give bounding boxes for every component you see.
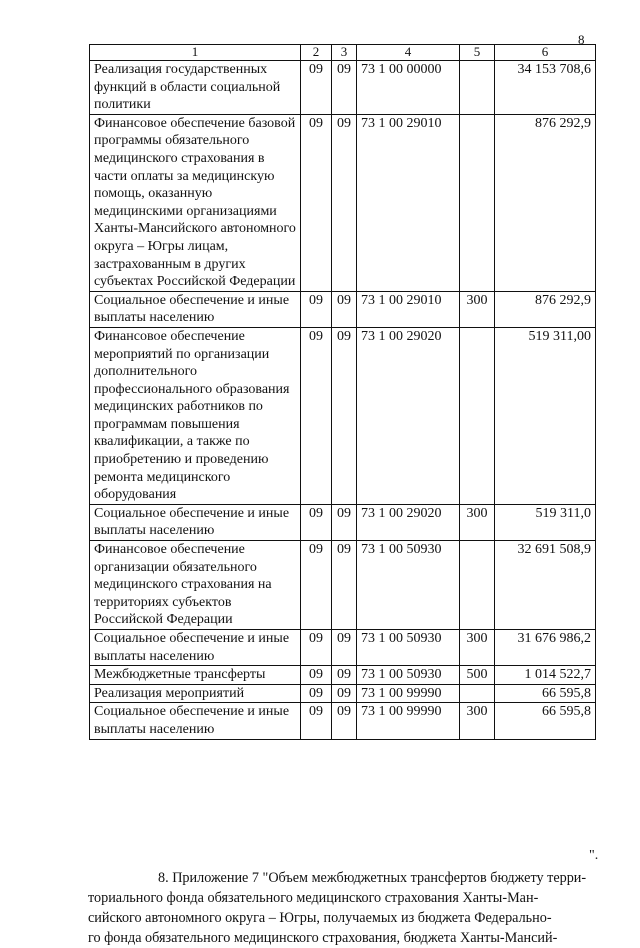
- cell-name: Социальное обеспечение и иные выплаты населению: [90, 291, 301, 327]
- column-header: 4: [357, 45, 460, 61]
- cell-subsection: 09: [332, 61, 357, 115]
- table-row: [90, 291, 596, 327]
- cell-section: 09: [301, 504, 332, 540]
- cell-section: 09: [301, 61, 332, 115]
- cell-name: Реализация мероприятий: [90, 684, 301, 703]
- cell-target-article: 73 1 00 50930: [357, 541, 460, 630]
- cell-section: 09: [301, 684, 332, 703]
- paragraph-line: 8. Приложение 7 "Объем межбюджетных трансфертов бюджету терри-: [158, 870, 587, 886]
- cell-sum: 34 153 708,6: [495, 61, 596, 115]
- cell-section: 09: [301, 291, 332, 327]
- cell-subsection: 09: [332, 504, 357, 540]
- cell-name: Социальное обеспечение и иные выплаты населению: [90, 630, 301, 666]
- cell-sum: 32 691 508,9: [495, 541, 596, 630]
- table-row: [90, 61, 596, 115]
- cell-subsection: 09: [332, 630, 357, 666]
- cell-subsection: 09: [332, 703, 357, 739]
- page-number: 8: [578, 32, 585, 47]
- cell-name: Межбюджетные трансферты: [90, 666, 301, 685]
- budget-table: [89, 44, 596, 740]
- body-paragraph: [88, 868, 600, 948]
- table-row: [90, 327, 596, 504]
- cell-section: 09: [301, 327, 332, 504]
- cell-sum: 876 292,9: [495, 291, 596, 327]
- cell-section: 09: [301, 541, 332, 630]
- cell-sum: 66 595,8: [495, 703, 596, 739]
- column-header: 2: [301, 45, 332, 61]
- cell-expense-type: 300: [460, 630, 495, 666]
- cell-sum: 66 595,8: [495, 684, 596, 703]
- table-row: [90, 684, 596, 703]
- table-row: [90, 703, 596, 739]
- cell-subsection: 09: [332, 327, 357, 504]
- cell-target-article: 73 1 00 99990: [357, 703, 460, 739]
- cell-expense-type: 500: [460, 666, 495, 685]
- table-row: [90, 541, 596, 630]
- cell-target-article: 73 1 00 29010: [357, 291, 460, 327]
- cell-subsection: 09: [332, 684, 357, 703]
- cell-section: 09: [301, 630, 332, 666]
- column-header: 1: [90, 45, 301, 61]
- cell-expense-type: [460, 327, 495, 504]
- table-row: [90, 504, 596, 540]
- cell-name: Финансовое обеспечение базовой программы обязательного медицинского страхования в части оплаты за медицинскую помощь, оказанную медицинскими организациями Ханты-Мансийского автономного округа – Югры лицам, застрахованным в других субъектах Российской Федерации: [90, 114, 301, 291]
- cell-target-article: 73 1 00 29010: [357, 114, 460, 291]
- cell-expense-type: 300: [460, 504, 495, 540]
- cell-name: Финансовое обеспечение организации обязательного медицинского страхования на территориях субъектов Российской Федерации: [90, 541, 301, 630]
- cell-name: Социальное обеспечение и иные выплаты населению: [90, 703, 301, 739]
- table-header-row: [90, 45, 596, 61]
- cell-target-article: 73 1 00 29020: [357, 504, 460, 540]
- cell-subsection: 09: [332, 541, 357, 630]
- cell-target-article: 73 1 00 50930: [357, 630, 460, 666]
- cell-name: Финансовое обеспечение мероприятий по организации дополнительного профессионального образования медицинских работников по программам повышения квалификации, а также по приобретению и проведению ремонта медицинского оборудования: [90, 327, 301, 504]
- cell-name: Реализация государственных функций в области социальной политики: [90, 61, 301, 115]
- cell-expense-type: 300: [460, 291, 495, 327]
- cell-subsection: 09: [332, 666, 357, 685]
- paragraph-line: сийского автономного округа – Югры, получаемых из бюджета Федерально-: [88, 910, 552, 926]
- cell-name: Социальное обеспечение и иные выплаты населению: [90, 504, 301, 540]
- cell-sum: 1 014 522,7: [495, 666, 596, 685]
- cell-expense-type: 300: [460, 703, 495, 739]
- cell-expense-type: [460, 541, 495, 630]
- cell-target-article: 73 1 00 99990: [357, 684, 460, 703]
- cell-target-article: 73 1 00 00000: [357, 61, 460, 115]
- paragraph-line: ториального фонда обязательного медицинского страхования Ханты-Ман-: [88, 890, 539, 906]
- cell-target-article: 73 1 00 29020: [357, 327, 460, 504]
- table-row: [90, 666, 596, 685]
- cell-section: 09: [301, 666, 332, 685]
- cell-sum: 519 311,0: [495, 504, 596, 540]
- cell-sum: 519 311,00: [495, 327, 596, 504]
- table-row: [90, 630, 596, 666]
- cell-expense-type: [460, 114, 495, 291]
- table-row: [90, 114, 596, 291]
- column-header: 3: [332, 45, 357, 61]
- paragraph-line: го фонда обязательного медицинского страхования, бюджета Ханты-Мансий-: [88, 930, 558, 946]
- cell-subsection: 09: [332, 291, 357, 327]
- column-header: 5: [460, 45, 495, 61]
- cell-expense-type: [460, 61, 495, 115]
- cell-sum: 876 292,9: [495, 114, 596, 291]
- cell-sum: 31 676 986,2: [495, 630, 596, 666]
- cell-expense-type: [460, 684, 495, 703]
- cell-subsection: 09: [332, 114, 357, 291]
- cell-section: 09: [301, 703, 332, 739]
- cell-target-article: 73 1 00 50930: [357, 666, 460, 685]
- closing-quote: ".: [589, 848, 599, 863]
- cell-section: 09: [301, 114, 332, 291]
- column-header: 6: [495, 45, 596, 61]
